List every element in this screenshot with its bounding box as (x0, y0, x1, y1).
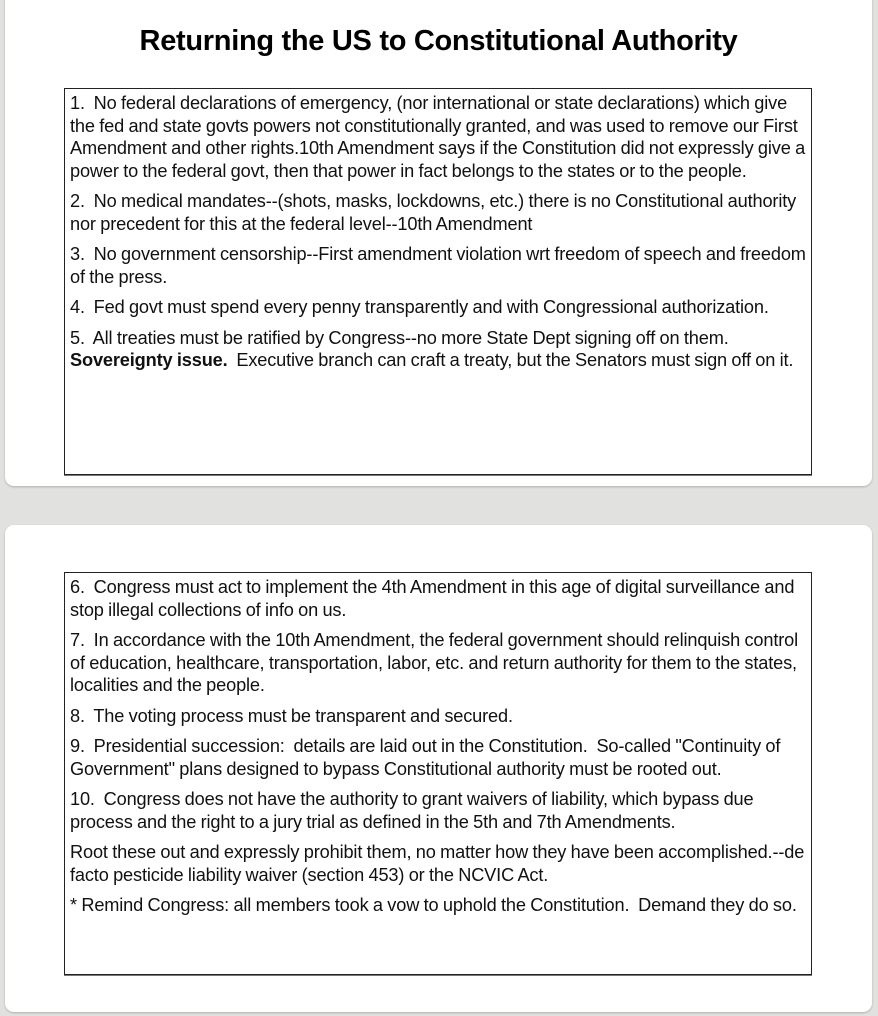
page-title: Returning the US to Constitutional Authority (139, 25, 738, 57)
list-item: 4. Fed govt must spend every penny transparently and with Congressional authorization. (70, 297, 769, 317)
text-box-2 (64, 572, 812, 975)
list-item: 1. No federal declarations of emergency, (nor international or state declarations) which give the fed and state govts powers not constitutionally granted, and was used to remove our First Amendment and other rights.10th Amendment says if the Constitution did not expressly give a power to the federal govt, then that power in fact belongs to the states or to the people. (70, 93, 810, 181)
list-item: 8. The voting process must be transparent and secured. (70, 705, 513, 726)
list-item: 7. In accordance with the 10th Amendment, the federal government should relinquish control of education, healthcare, transportation, labor, etc. and return authority for them to the states, localities and the people. (70, 630, 803, 695)
list-item: 3. No government censorship--First amendment violation wrt freedom of speech and freedom of the press. (70, 244, 811, 287)
list-item: * Remind Congress: all members took a vow to uphold the Constitution. Demand they do so. (70, 895, 797, 915)
item-text: 5. All treaties must be ratified by Congress--no more State Dept signing off on them. (70, 327, 738, 348)
slide-card-2 (5, 525, 872, 1012)
text-box-1 (64, 88, 812, 475)
item-text: Executive branch can craft a treaty, but the Senators must sign off on it. (227, 350, 794, 370)
slide-card-1 (5, 0, 872, 486)
list-item: Root these out and expressly prohibit them, no matter how they have been accomplished.--de facto pesticide liability waiver (section 453) or the NCVIC Act. (70, 842, 809, 885)
list-item: 10. Congress does not have the authority to grant waivers of liability, which bypass due process and the right to a jury trial as defined in the 5th and 7th Amendments. (70, 789, 758, 832)
list-item (70, 327, 811, 372)
list-item: 9. Presidential succession: details are laid out in the Constitution. So-called "Continuity of Government" plans designed to bypass Constitutional authority must be rooted out. (70, 736, 785, 779)
list-item: 6. Congress must act to implement the 4th Amendment in this age of digital surveillance and stop illegal collections of info on us. (70, 577, 799, 620)
sovereignty-emphasis: Sovereignty issue. (70, 350, 228, 370)
list-item: 2. No medical mandates--(shots, masks, lockdowns, etc.) there is no Constitutional authority nor precedent for this at the federal level--10th Amendment (70, 191, 801, 234)
